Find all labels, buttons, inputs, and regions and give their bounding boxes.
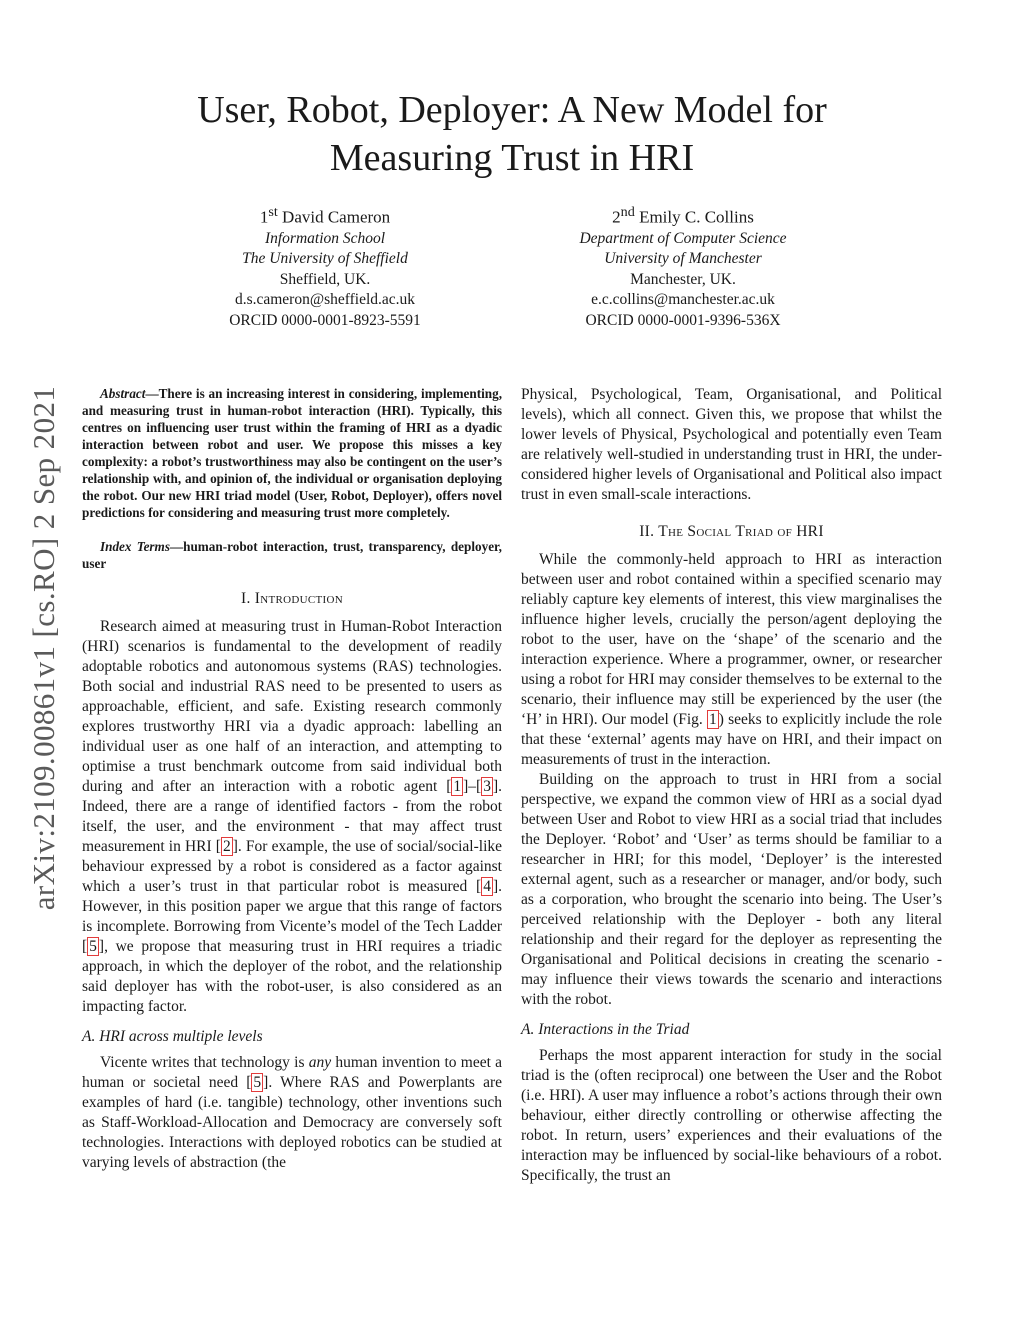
social-triad-paragraph-2: Building on the approach to trust in HRI from a social perspective, we expand the common view of HRI as a social dyad between User and Robot to view HRI as a social triad that includes the Deployer. ‘Robot’ and ‘User’ as terms should be familiar to a researcher in HRI; for this model, ‘Deployer’ is the interested external agent, such as a researcher or manager, and/or body, such as a corporation, who brought the scenario into being. The User’s perceived relationship with the Deployer - both any literal relationship and their regard for the deployer as representing the Organisational and Political decisions in creating the scenario - may influence their views towards the scenario and interactions with the robot. bbox=[521, 771, 942, 1008]
intro-text: . However, in this position paper we argue that this range of factors is incomplete. Borrowing from Vicente’s model of the Tech Ladder bbox=[82, 878, 502, 935]
author-email[interactable]: d.s.cameron@sheffield.ac.uk bbox=[234, 291, 416, 309]
citation-link[interactable]: 5 bbox=[253, 1074, 262, 1091]
title-line-2: Measuring Trust in HRI bbox=[329, 137, 695, 179]
author-department: Information School bbox=[264, 229, 386, 247]
intro-text: . For example, the use of social/social-like behaviour expressed by a robot is considered as a factor against which a user’s trust in that particular robot is measured bbox=[82, 838, 503, 895]
author-ordinal: 2 bbox=[612, 207, 621, 227]
citation-link[interactable]: 4 bbox=[483, 878, 491, 895]
social-triad-text: While the commonly-held approach to HRI as interaction between user and robot contained within a specified scenario may reliably capture key elements of interest, this view marginalises the influence higher levels, crucially the person/agent deploying the robot to the user, have on the ‘shape’ of the scenario and the interaction experience. Where a programmer, owner, or researcher using a robot for HRI may consider themselves to be external to the scenario, their influence may still be experienced by the user (the ‘H’ in HRI). Our model (Fig. bbox=[521, 551, 942, 728]
abstract-label: Abstract bbox=[100, 386, 146, 401]
figure-link[interactable]: 1 bbox=[708, 711, 717, 728]
hri-levels-text: human invention to meet a human or societal need bbox=[82, 1054, 502, 1091]
intro-text: , we propose that measuring trust in HRI requires a triadic approach, in which the deployer of the robot, and the relationship said deployer has with the robot-user, is also considered as an impacting factor. bbox=[82, 938, 502, 1015]
arxiv-identifier: arXiv:2109.00861v1 [cs.RO] 2 Sep 2021 bbox=[26, 385, 61, 911]
index-terms bbox=[82, 538, 502, 572]
intro-text: Research aimed at measuring trust in Human-Robot Interaction (HRI) scenarios is fundamental to the development of readily adoptable robotics and autonomous systems (RAS) technologies. Both social and industrial RAS need to be presented to users as approachable, efficient, and safe. Existing research commonly explores trustworthy HRI via a dyadic approach: labelling an individual user as one half of an interaction, and attempting to optimise a trust benchmark outcome from said individual both during and after an interaction with a robotic agent bbox=[82, 618, 502, 795]
intro-text: . Indeed, there are a range of identified factors - from the robot itself, the user, and the environment - that may affect trust measurement in HRI bbox=[82, 778, 502, 855]
interactions-paragraph: Perhaps the most apparent interaction for study in the social triad is the (often reciprocal) one between the User and the Robot (i.e. HRI). A user may influence a robot’s actions through their own behaviour, either directly controlling or otherwise affecting the robot. In return, users’ experiences and their evaluations of the interaction may be influenced by social-like behaviours of a robot. Specifically, the trust an bbox=[521, 1047, 942, 1184]
hri-levels-text: Vicente writes that technology is bbox=[100, 1054, 309, 1071]
section-heading-introduction: I. Introduction bbox=[240, 590, 343, 607]
subsection-heading-interactions: A. Interactions in the Triad bbox=[521, 1021, 690, 1038]
social-triad-text: ) seeks to explicitly include the role that these ‘external’ agents may have on HRI, and their impact on measurements of trust in the interaction. bbox=[521, 711, 942, 768]
author-ordinal: 1 bbox=[259, 207, 269, 227]
arxiv-sidebar-stamp bbox=[22, 366, 66, 931]
author-organisation: The University of Sheffield bbox=[242, 250, 408, 268]
author-department: Department of Computer Science bbox=[579, 229, 787, 247]
social-triad-paragraph-1 bbox=[521, 550, 942, 770]
author-orcid: ORCID 0000-0001-9396-536X bbox=[585, 311, 781, 329]
author-ordinal-suffix: st bbox=[268, 204, 278, 220]
author-name: Emily C. Collins bbox=[639, 207, 754, 227]
left-column bbox=[82, 385, 502, 1173]
intro-paragraph: Research aimed at measuring trust in Human-Robot Interaction (HRI) scenarios is fundamental to the development of readily adoptable robotics and autonomous systems (RAS) technologies. Both social and industrial RAS need to be presented to users as approachable, efficient, and safe. Existing research commonly explores trustworthy HRI via a dyadic approach: labelling an individual user as one half of an interaction, and attempting to optimise a trust benchmark outcome from said individual both during and after an interaction with a robotic agent [ 1 ]–[ 3 ]. Indeed, there are a range of identified factors - from the robot itself, the user, and the environment - that may affect trust measurement in HRI [ 2 ]. For example, the use of social/social-like behaviour expressed by a robot is considered as a factor against which a user’s trust in that particular robot is measured [ 4 ]. However, in this position paper we argue that this range of factors is incomplete. Borrowing from Vicente’s model of the Tech Ladder [ 5 ], we propose that measuring trust in HRI requires a triadic approach, in which the deployer of the robot, and the relationship said deployer has with the robot-user, is also considered as an impacting factor. bbox=[82, 618, 503, 1015]
subsection-heading-hri-levels: A. HRI across multiple levels bbox=[82, 1028, 263, 1045]
right-column bbox=[521, 385, 942, 1186]
section-heading-social-triad: II. The Social Triad of HRI bbox=[639, 523, 824, 540]
hri-levels-paragraph: Vicente writes that technology is any human invention to meet a human or societal need [ 5 ]. Where RAS and Powerplants are examples of hard (i.e. tangible) technology, other inventions such as Staff-Workload-Allocation and Democracy are conversely soft technologies. Interactions with deployed robotics can be studied at varying levels of abstraction (the bbox=[82, 1054, 502, 1171]
paper-title bbox=[120, 86, 904, 182]
emphasis-any: any bbox=[308, 1054, 332, 1071]
author-block-1 bbox=[160, 201, 490, 331]
title-line-1: User, Robot, Deployer: A New Model for bbox=[197, 89, 827, 131]
author-name: David Cameron bbox=[282, 207, 391, 227]
hri-levels-text: . Where RAS and Powerplants are examples of hard (i.e. tangible) technology, other inventions such as Staff-Workload-Allocation and Democracy are conversely soft technologies. Interactions with deployed robotics can be studied at varying levels of abstraction (the bbox=[82, 1074, 502, 1171]
citation-link[interactable]: 3 bbox=[483, 778, 491, 795]
abstract bbox=[82, 385, 502, 521]
author-email[interactable]: e.c.collins@manchester.ac.uk bbox=[591, 291, 775, 309]
author-city: Manchester, UK. bbox=[630, 270, 736, 288]
author-block-2 bbox=[518, 201, 848, 331]
levels-continuation-paragraph: Physical, Psychological, Team, Organisational, and Political levels), which all connect. Given this, we propose that whilst the lower levels of Physical, Psychological and potentially even Team are relatively well-studied in understanding trust in HRI, the under-considered higher levels of Organisational and Political also impact trust in even small-scale interactions. bbox=[521, 386, 942, 503]
index-terms-label: Index Terms bbox=[100, 539, 170, 554]
citation-link[interactable]: 2 bbox=[222, 838, 231, 855]
author-organisation: University of Manchester bbox=[604, 250, 762, 268]
author-ordinal-suffix: nd bbox=[620, 204, 635, 220]
index-terms-text: —human-robot interaction, trust, transparency, deployer, user bbox=[82, 539, 502, 571]
author-orcid: ORCID 0000-0001-8923-5591 bbox=[229, 311, 421, 329]
abstract-text: —There is an increasing interest in considering, implementing, and measuring trust in human-robot interaction (HRI). Typically, this centres on influencing user trust within the framing of HRI as a dyadic interaction between robot and user. We propose this misses a key complexity: a robot’s trustworthiness may also be contingent on the user’s relationship with, and opinion of, the individual or organisation deploying the robot. Our new HRI triad model (User, Robot, Deployer), offers novel predictions for considering and measuring trust more completely. bbox=[82, 386, 502, 520]
citation-link[interactable]: 1 bbox=[453, 778, 462, 795]
citation-link[interactable]: 5 bbox=[89, 938, 97, 955]
author-city: Sheffield, UK. bbox=[279, 270, 371, 288]
citation-range-dash: – bbox=[468, 778, 477, 795]
